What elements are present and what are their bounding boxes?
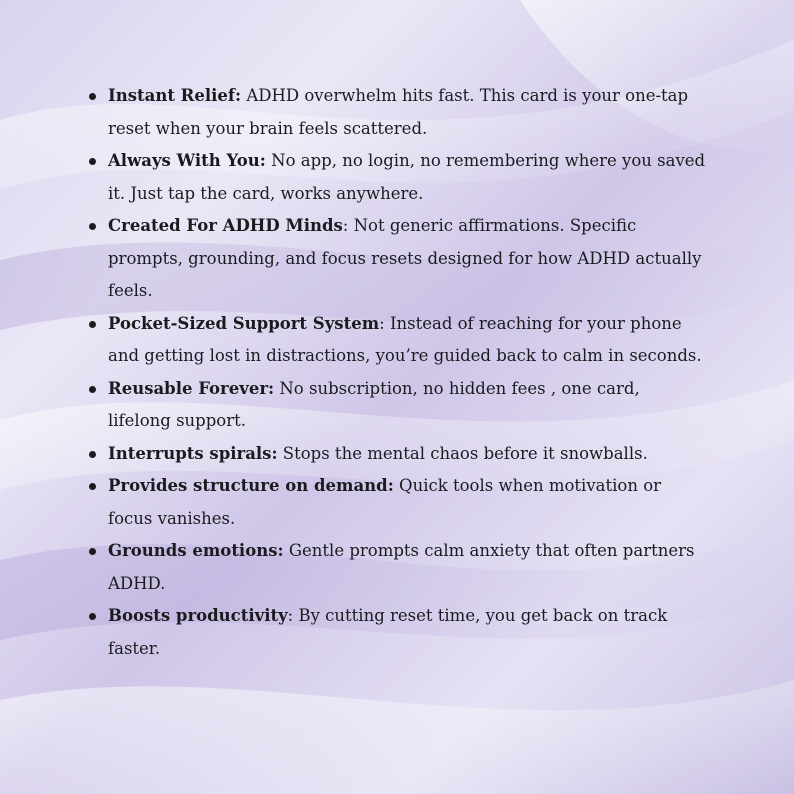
- bullet-icon: [89, 158, 96, 165]
- feature-list: [86, 80, 706, 665]
- feature-term: Created For ADHD Minds: [108, 216, 343, 235]
- feature-item: [86, 80, 706, 145]
- feature-text: : Not generic affirmations. Specific prompts, grounding, and focus resets designed for how ADHD actually feels.: [108, 216, 702, 300]
- feature-term: Reusable Forever:: [108, 378, 275, 398]
- feature-term: Always With You:: [108, 151, 266, 170]
- feature-item: [86, 438, 706, 471]
- feature-text: Stops the mental chaos before it snowballs.: [277, 443, 648, 463]
- feature-text: ADHD overwhelm hits fast. This card is your one-tap reset when your brain feels scattered.: [108, 86, 689, 138]
- feature-list-container: [86, 80, 706, 665]
- feature-item: [86, 535, 706, 600]
- feature-term: Interrupts spirals:: [108, 443, 278, 463]
- feature-term: Boosts productivity: [108, 606, 288, 625]
- bullet-icon: [89, 451, 96, 458]
- bullet-icon: [89, 386, 96, 393]
- bullet-icon: [89, 548, 96, 555]
- feature-text: Quick tools when motivation or focus vanishes.: [108, 476, 662, 528]
- feature-item: [86, 145, 706, 210]
- bullet-icon: [89, 483, 96, 490]
- feature-item: [86, 600, 706, 665]
- feature-term: Grounds emotions:: [108, 541, 284, 560]
- feature-text: No app, no login, no remembering where you saved it. Just tap the card, works anywhere.: [108, 151, 706, 203]
- bullet-icon: [89, 93, 96, 100]
- feature-item: [86, 470, 706, 535]
- feature-text: : By cutting reset time, you get back on track faster.: [108, 606, 668, 658]
- feature-text: Gentle prompts calm anxiety that often partners ADHD.: [108, 541, 695, 593]
- feature-term: Pocket-Sized Support System: [108, 313, 380, 333]
- feature-item: [86, 308, 706, 373]
- fold-highlight: [0, 680, 794, 794]
- feature-item: [86, 210, 706, 308]
- feature-item: [86, 373, 706, 438]
- feature-term: Instant Relief:: [108, 86, 242, 105]
- feature-term: Provides structure on demand:: [108, 476, 394, 495]
- bullet-icon: [89, 321, 96, 328]
- feature-text: No subscription, no hidden fees , one card, lifelong support.: [108, 378, 640, 430]
- bullet-icon: [89, 613, 96, 620]
- bullet-icon: [89, 223, 96, 230]
- feature-text: : Instead of reaching for your phone and getting lost in distractions, you’re guided back to calm in seconds.: [108, 313, 702, 365]
